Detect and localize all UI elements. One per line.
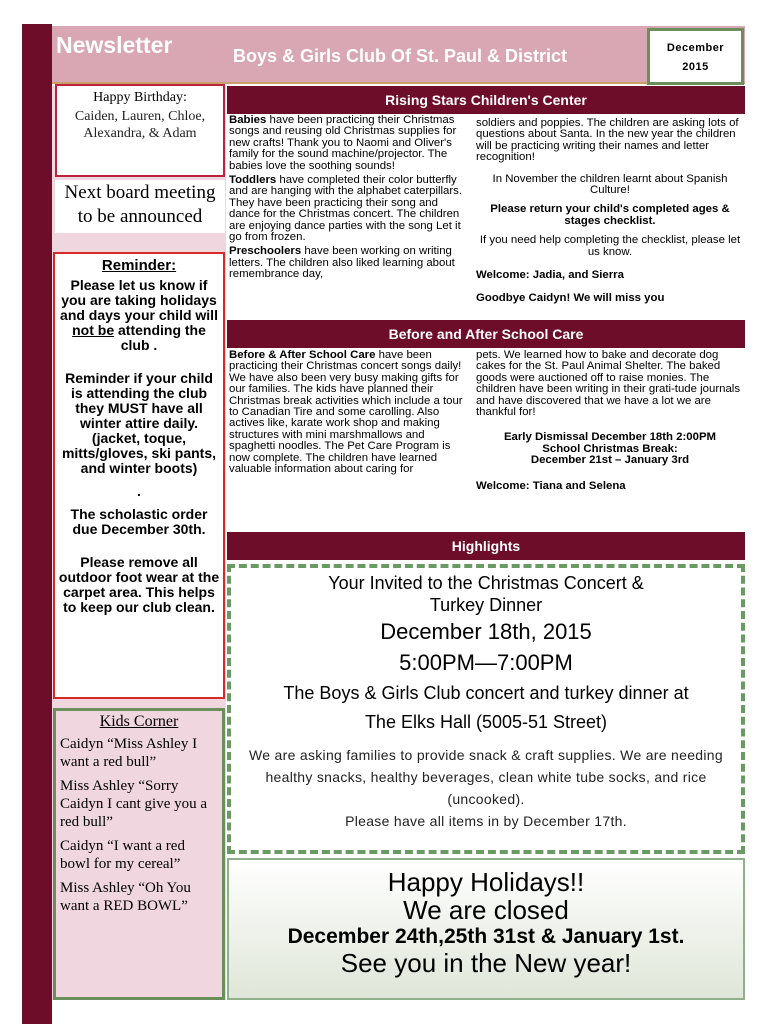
reminder-title: Reminder:: [101, 257, 177, 274]
babies-paragraph: Babies have been practicing their Christmas songs and reusing old Christmas supplies for new crafts! Thank you to Naomi and Oliver's family for the sound machine/projector. The babies love the soothing sounds!: [229, 114, 457, 172]
reminder-winter-attire: Reminder if your child is attending the club they MUST have all winter attire daily. (jacket, toque, mitts/gloves, ski pants, and winter boots): [61, 370, 217, 476]
birthday-names: Caiden, Lauren, Chloe, Alexandra, & Adam: [74, 109, 206, 141]
kids-quote: Miss Ashley “Oh You want a RED BOWL”: [60, 880, 191, 914]
reminder-holidays: Please let us know if you are taking holidays and days your child will not be attending the club .: [60, 277, 218, 353]
before-after-left-column: [229, 350, 469, 478]
rising-stars-goodbye: Goodbye Caidyn! We will miss you: [476, 292, 665, 305]
birthday-title: Happy Birthday:: [93, 90, 187, 105]
preschoolers-paragraph: Preschoolers have been working on writing letters. The children also liked learning about remembrance day,: [229, 245, 455, 281]
supplies-request: We are asking families to provide snack & craft supplies. We are needing healthy snacks, healthy beverages, clean white tube socks, and rice (uncooked).: [249, 747, 723, 807]
reminder-scholastic: The scholastic order due December 30th.: [70, 506, 208, 537]
before-after-heading: Before and After School Care: [227, 320, 745, 348]
kids-quote: Caidyn “I want a red bowl for my cereal”: [60, 838, 185, 872]
before-after-right-column: [476, 350, 744, 495]
spanish-culture-note: In November the children learnt about Spanish Culture!: [492, 172, 728, 197]
newsletter-title: Newsletter: [56, 32, 173, 58]
closed-notice: We are closed: [403, 895, 569, 925]
reminder-footwear: Please remove all outdoor foot wear at the carpet area. This helps to keep our club clean.: [58, 554, 220, 615]
concert-invite-line1: Your Invited to the Christmas Concert &: [328, 573, 644, 593]
checklist-note: Please return your child's completed ages & stages checklist.: [490, 203, 730, 227]
new-year-note: See you in the New year!: [340, 948, 632, 978]
holiday-closure-box: [227, 858, 745, 1000]
highlights-heading: Highlights: [227, 532, 745, 560]
before-after-continued: pets. We learned how to bake and decorate dog cakes for the St. Paul Animal Shelter. The baked goods were auctioned off to raise monies. The children have been writing in their grati-tude journals and have discovered that we have a lot we are thankful for!: [476, 349, 741, 419]
birthday-box: [55, 84, 225, 177]
rising-stars-welcome: Welcome: Jadia, and Sierra: [476, 269, 624, 282]
toddlers-paragraph: Toddlers have completed their color butterfly and are hanging with the alphabet caterpillars. They have been practicing their song and dance for the Christmas concert. The children are enjoying dance parties with the song Let it go from frozen.: [229, 174, 463, 244]
rising-stars-heading: Rising Stars Children's Center: [227, 86, 745, 114]
issue-date-box: [647, 28, 744, 85]
before-after-welcome: Welcome: Tiana and Selena: [476, 479, 626, 492]
closure-dates: December 24th,25th 31st & January 1st.: [287, 925, 685, 948]
rising-stars-left-column: [229, 115, 469, 284]
concert-venue-line1: The Boys & Girls Club concert and turkey dinner at: [283, 683, 689, 703]
kids-quote: Miss Ashley “Sorry Caidyn I cant give you a red bull”: [60, 778, 208, 830]
kids-corner-box: [53, 708, 225, 1000]
reminder-box: [53, 252, 225, 699]
holiday-greeting: Happy Holidays!!: [387, 867, 585, 897]
concert-invite-line2: Turkey Dinner: [429, 595, 543, 615]
concert-date: December 18th, 2015: [380, 619, 592, 644]
reminder-dot: .: [137, 483, 141, 499]
issue-year: 2015: [682, 61, 709, 73]
organization-title: Boys & Girls Club Of St. Paul & District: [233, 46, 568, 66]
checklist-help-note: If you need help completing the checklist, please let us know.: [479, 234, 741, 258]
concert-time: 5:00PM—7:00PM: [399, 650, 573, 675]
issue-month: December: [666, 42, 725, 54]
christmas-break-title: School Christmas Break:: [542, 442, 678, 455]
before-after-paragraph: Before & After School Care have been practicing their Christmas concert songs daily! We have also been very busy making gifts for our families. The kids have planned their Christmas break activities which include a tour to Canadian Tire and some carolling. Also actives like, karate work shop and making structures with mini marshmallows and spaghetti noodles. The Pet Care Program is now complete. The children have learned valuable information about caring for: [229, 349, 463, 476]
kids-quote: Caidyn “Miss Ashley I want a red bull”: [60, 736, 198, 770]
rising-stars-right-column: [476, 118, 744, 308]
kids-corner-title: Kids Corner: [99, 713, 179, 730]
supplies-deadline: Please have all items in by December 17th.: [345, 813, 627, 829]
christmas-break-dates: December 21st – January 3rd: [530, 454, 690, 467]
concert-highlight-box: [227, 564, 745, 854]
board-meeting-note: Next board meeting to be announced: [55, 180, 225, 233]
concert-venue-line2: The Elks Hall (5005-51 Street): [364, 712, 608, 732]
rising-stars-continued: soldiers and poppies. The children are asking lots of questions about Santa. In the new year the children will be practicing writing their names and letter recognition!: [476, 117, 739, 164]
left-accent-bar: [22, 24, 52, 1024]
early-dismissal: Early Dismissal December 18th 2:00PM: [503, 431, 717, 444]
